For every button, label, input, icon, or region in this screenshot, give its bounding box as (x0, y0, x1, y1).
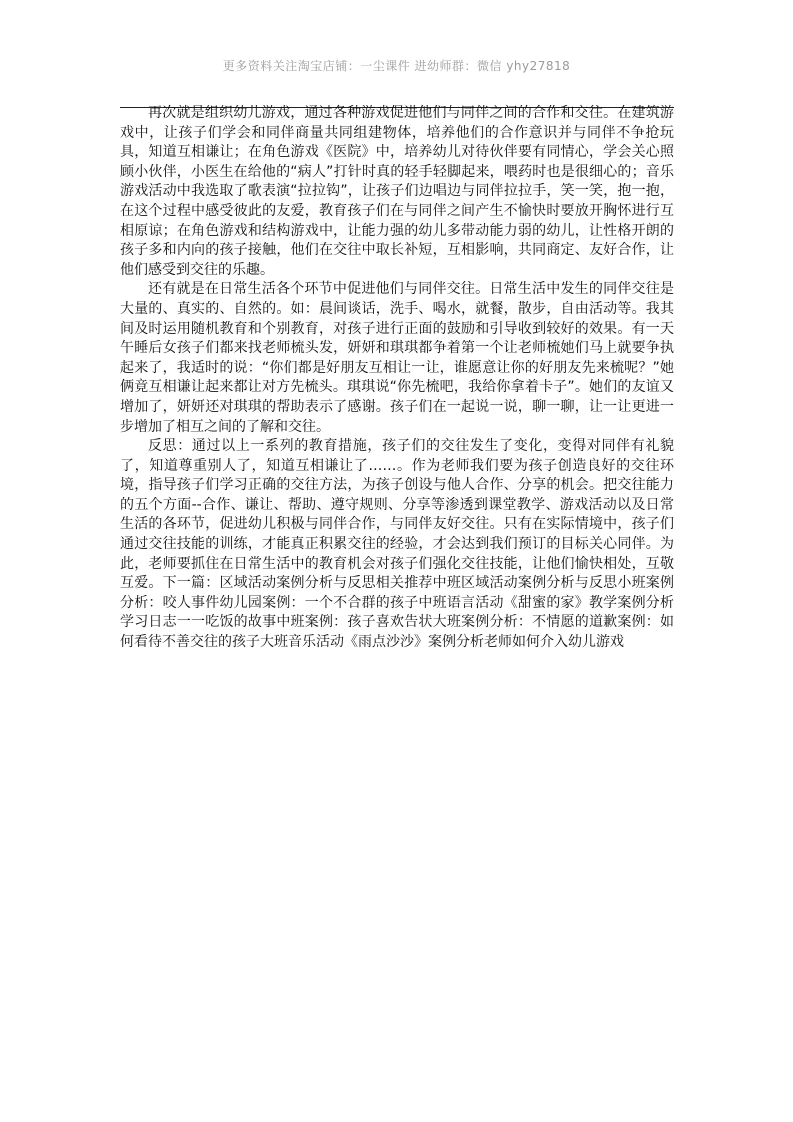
paragraph-daily-life: 还有就是在日常生活各个环节中促进他们与同伴交往。日常生活中发生的同伴交往是大量的、真实的、自然的。如：晨间谈话，洗手、喝水，就餐，散步，自由活动等。我其间及时运用随机教育和个别教育，对孩子进行正面的鼓励和引导收到较好的效果。有一天午睡后女孩子们都来找老师梳头发，妍妍和琪琪都争着第一个让老师梳她们马上就要争执起来了，我适时的说：“你们都是好朋友互相让一让，谁愿意让你的好朋友先来梳呢？”她俩竟互相谦让起来都让对方先梳头。琪琪说“你先梳吧，我给你拿着卡子”。她们的友谊又增加了，妍妍还对琪琪的帮助表示了感谢。孩子们在一起说一说，聊一聊，让一让更进一步增加了相互之间的了解和交往。 (120, 281, 674, 435)
page-header: 更多资料关注淘宝店铺：一尘课件 进幼师群：微信 yhy27818 (222, 59, 571, 73)
paragraph-reflection: 反思：通过以上一系列的教育措施，孩子们的交往发生了变化，变得对同伴有礼貌了，知道尊重别人了，知道互相谦让了……。作为老师我们要为孩子创造良好的交往环境，指导孩子们学习正确的交往方法，为孩子创设与他人合作、分享的机会。把交往能力的五个方面--合作、谦让、帮助、遵守规则、分享等渗透到课堂教学、游戏活动以及日常生活的各环节，促进幼儿积极与同伴合作，与同伴友好交往。只有在实际情境中，孩子们通过交往技能的训练，才能真正积累交往的经验，才会达到我们预订的目标关心同伴。为此，老师要抓住在日常生活中的教育机会对孩子们强化交往技能，让他们愉快相处，互敬互爱。下一篇：区域活动案例分析与反思相关推荐中班区域活动案例分析与反思小班案例分析：咬人事件幼儿园案例：一个不合群的孩子中班语言活动《甜蜜的家》教学案例分析学习日志一一吃饭的故事中班案例：孩子喜欢告状大班案例分析：不情愿的道歉案例：如何看待不善交往的孩子大班音乐活动《雨点沙沙》案例分析老师如何介入幼儿游戏 (120, 438, 674, 651)
document-body (120, 104, 674, 653)
paragraph-games: 再次就是组织幼儿游戏，通过各种游戏促进他们与同伴之间的合作和交往。在建筑游戏中，让孩子们学会和同伴商量共同组建物体，培养他们的合作意识并与同伴不争抢玩具，知道互相谦让；在角色游戏《医院》中，培养幼儿对待伙伴要有同情心，学会关心照顾小伙伴，小医生在给他的“病人”打针时真的轻手轻脚起来，喂药时也是很细心的；音乐游戏活动中我选取了歌表演“拉拉钩”，让孩子们边唱边与同伴拉拉手，笑一笑，抱一抱，在这个过程中感受彼此的友爱，教育孩子们在与同伴之间产生不愉快时要放开胸怀进行互相原谅；在角色游戏和结构游戏中，让能力强的幼儿多带动能力弱的幼儿，让性格开朗的孩子多和内向的孩子接触，他们在交往中取长补短，互相影响，共同商定、友好合作，让他们感受到交往的乐趣。 (120, 105, 674, 278)
